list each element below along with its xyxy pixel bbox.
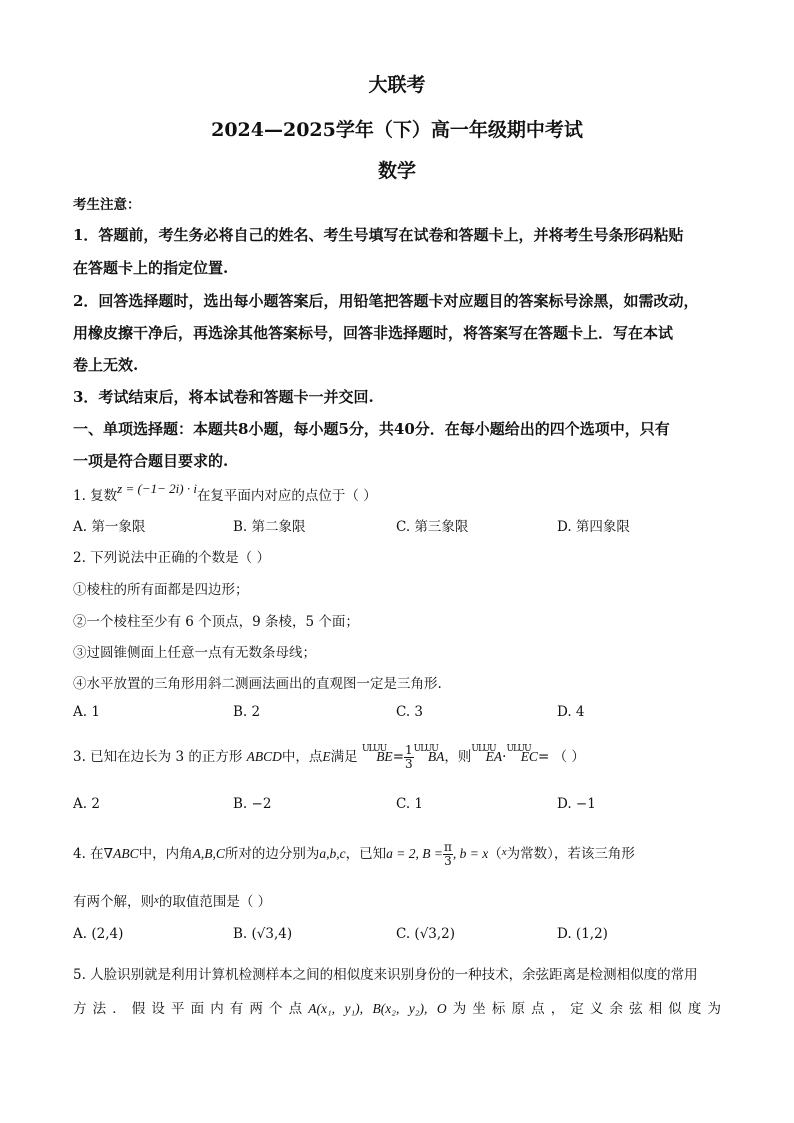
question-2-option-d: D. 4 [557,704,585,720]
question-4-mid-3: ，已知 [345,846,387,862]
question-2-statement-4: ④水平放置的三角形用斜二测画法画出的直观图一定是三角形. [73,676,442,692]
variable-x: x [501,846,507,858]
question-2-option-c: C. 3 [396,704,424,720]
question-3-stem [73,742,585,774]
question-5-line-2-suffix: 为坐标原点，定义余弦相似度为 [446,1001,722,1017]
question-4-option-a: A. (2,4) [73,926,124,942]
question-1-option-d: D. 第四象限 [557,519,630,535]
equals-sign: = [392,749,404,765]
question-2-option-b: B. 2 [233,704,261,720]
vector-ec: EC [520,749,538,764]
question-2-stem: 2. 下列说法中正确的个数是（ ） [73,550,270,566]
question-1-stem [73,481,377,504]
notice-item-1-line-2: 在答题卡上的指定位置. [73,259,229,277]
question-4-prefix: 4. 在 [73,846,104,862]
question-3-mid-1: 中，点 [281,749,323,765]
question-5-line-2-prefix: 方法．假设平面内有两个点 [73,1001,309,1017]
question-2-statement-3: ③过圆锥侧面上任意一点有无数条母线； [73,645,316,661]
section-1-line-1: 一、单项选择题：本题共8小题，每小题5分，共40分．在每小题给出的四个选项中，只有 [73,420,670,438]
sides-abc: a,b,c [319,846,346,861]
question-1-option-b: B. 第二象限 [233,519,306,535]
question-2-statement-1: ①棱柱的所有面都是四边形； [73,582,249,598]
vector-arrow-ba: ULUU [413,744,438,754]
question-3-option-b: B. −2 [233,796,272,812]
notice-item-2-line-2: 用橡皮擦干净后，再选涂其他答案标号，回答非选择题时，将答案写在答题卡上．写在本试 [73,324,674,342]
question-3-square: ABCD [246,749,282,764]
question-2-statement-2: ②一个棱柱至少有 6 个顶点，9 条棱，5 个面； [73,614,359,630]
notice-item-1-line-1: 1．答题前，考生务必将自己的姓名、考生号填写在试卷和答题卡上，并将考生号条形码粘贴 [73,226,684,244]
fraction-pi-third [443,841,453,868]
exam-organizer: 大联考 [368,74,426,96]
exam-title: 2024—2025学年（下）高一年级期中考试 [211,119,583,141]
paren-open: （ [488,846,502,862]
question-5-line-2 [73,997,721,1017]
question-5-line-1: 5. 人脸识别就是利用计算机检测样本之间的相似度来识别身份的一种技术，余弦距离是检测相似度的常用 [73,967,698,983]
vector-arrow-be: ULUU [361,744,387,754]
question-3-option-d: D. −1 [557,796,596,812]
vector-ea: EA [485,749,503,764]
question-4-option-c: C. (√3,2) [396,926,456,942]
question-4-stem-line-2 [73,890,271,910]
question-1-suffix: 在复平面内对应的点位于（ ） [196,488,377,504]
question-4-line-1-suffix: 为常数），若该三角形 [506,846,635,862]
fraction-numerator-pi: π [443,840,452,854]
question-3-suffix: = （ ） [537,749,585,765]
question-4-stem-line-1 [73,840,635,869]
notice-item-2-line-1: 2．回答选择题时，选出每小题答案后，用铅笔把答题卡对应题目的答案标号涂黑，如需改动， [73,292,699,310]
triangle-abc: ∇ABC [103,846,139,861]
condition-a-b: a = 2, B = [386,846,443,861]
variable-x-2: x [154,894,159,906]
question-1-expression: z = (−1− 2i) · i [117,481,197,496]
question-3-mid-2: 满足 [330,749,358,765]
question-4-mid-2: 所对的边分别为 [224,846,320,862]
section-1-line-2: 一项是符合题目要求的. [73,452,229,470]
points-ab-o: A(x₁, y₁), B(x₂, y₂), O [308,1001,447,1016]
question-4-line-2-prefix: 有两个解，则 [73,894,154,910]
fraction-denominator-3: 3 [444,854,452,868]
question-1-prefix: 1. 复数 [73,488,118,504]
vector-arrow-ea: ULUU [471,744,496,754]
vector-be: BE [376,749,393,764]
subject-title: 数学 [377,160,416,182]
question-1-option-c: C. 第三象限 [396,519,469,535]
notice-item-3: 3．考试结束后，将本试卷和答题卡一并交回. [73,388,374,406]
question-4-mid-1: 中，内角 [138,846,193,862]
notice-heading: 考生注意： [73,197,141,213]
fraction-one-third [404,744,414,771]
question-4-option-b: B. (√3,4) [233,926,293,942]
angles-abc: A,B,C [192,846,225,861]
condition-b-x: , b = x [452,846,489,861]
notice-item-2-line-3: 卷上无效. [73,356,139,374]
question-3-mid-3: ，则 [444,749,472,765]
question-4-line-2-suffix: 的取值范围是（ ） [158,894,272,910]
question-3-option-a: A. 2 [73,796,100,812]
question-3-option-c: C. 1 [396,796,424,812]
question-1-option-a: A. 第一象限 [73,519,146,535]
question-3-point: E [322,749,331,764]
fraction-numerator: 1 [405,743,413,757]
question-3-prefix: 3. 已知在边长为 3 的正方形 [73,749,243,765]
vector-arrow-ec: ULUU [506,744,531,754]
question-4-option-d: D. (1,2) [557,926,608,942]
fraction-denominator: 3 [405,757,413,771]
question-2-option-a: A. 1 [73,704,100,720]
vector-ba: BA [427,749,445,764]
dot-operator: · [502,749,507,765]
